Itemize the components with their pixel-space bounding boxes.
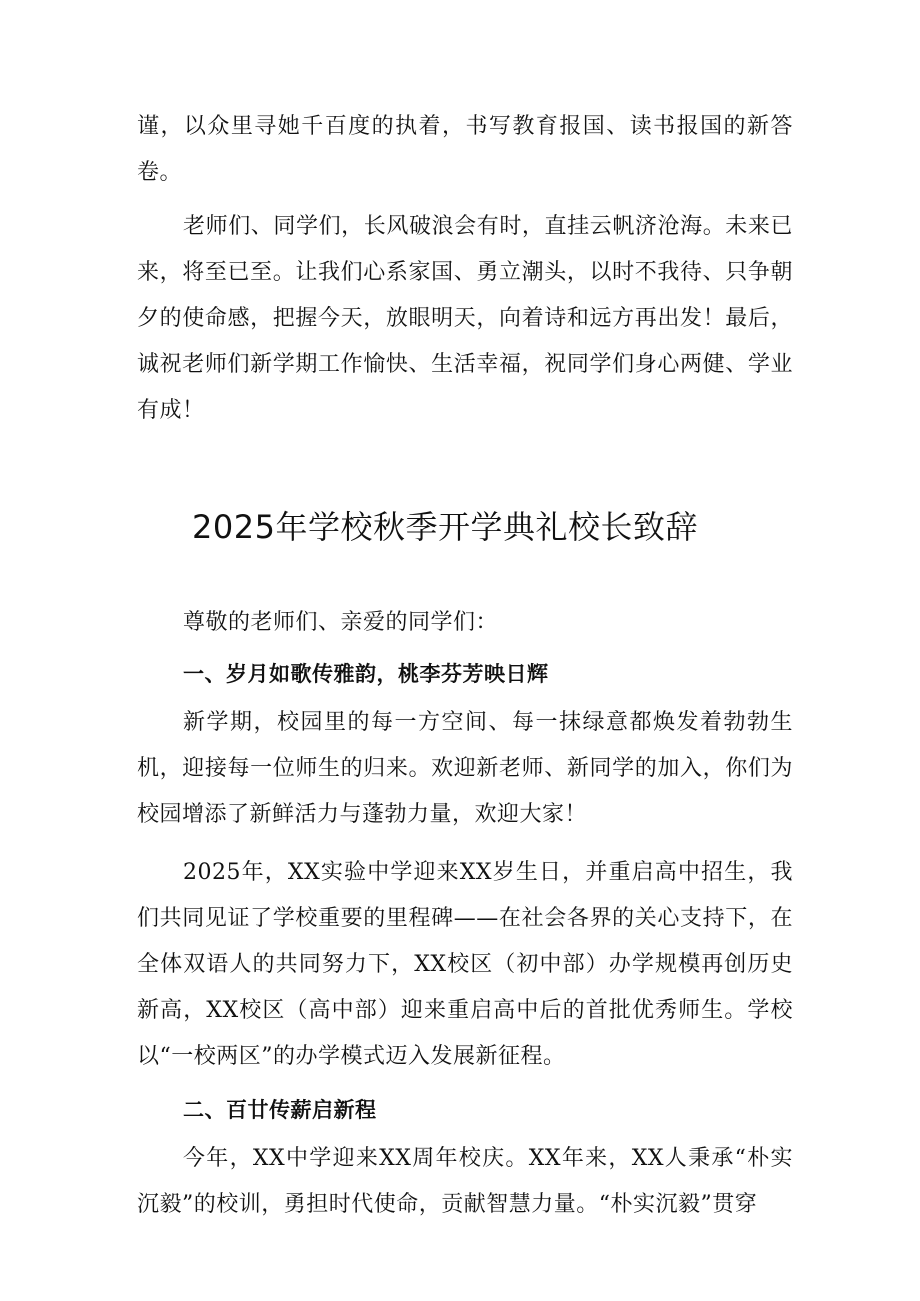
document-body	[137, 104, 793, 1228]
paragraph-closing: 老师们、同学们，长风破浪会有时，直挂云帆济沧海。未来已来，将至已至。让我们心系家国、勇立潮头，以时不我待、只争朝夕的使命感，把握今天，放眼明天，向着诗和远方再出发！最后，诚祝老师们新学期工作愉快、生活幸福，祝同学们身心两健、学业有成！	[137, 214, 793, 423]
paragraph-section-1b: 2025年，XX实验中学迎来XX岁生日，并重启高中招生，我们共同见证了学校重要的里程碑——在社会各界的关心支持下，在全体双语人的共同努力下，XX校区（初中部）办学规模再创历史新高，XX校区（高中部）迎来重启高中后的首批优秀师生。学校以“一校两区”的办学模式迈入发展新征程。	[137, 860, 793, 1069]
paragraph-section-2a: 今年，XX中学迎来XX周年校庆。XX年来，XX人秉承“朴实沉毅”的校训，勇担时代使命，贡献智慧力量。“朴实沉毅”贯穿	[137, 1146, 793, 1217]
salutation: 尊敬的老师们、亲爱的同学们：	[183, 610, 499, 635]
section-heading-2: 二、百廿传薪启新程	[183, 1098, 377, 1122]
section-heading-1: 一、岁月如歌传雅韵，桃李芬芳映日辉	[183, 662, 549, 686]
paragraph-continued: 谨，以众里寻她千百度的执着，书写教育报国、读书报国的新答卷。	[137, 114, 793, 185]
paragraph-section-1a: 新学期，校园里的每一方空间、每一抹绿意都焕发着勃勃生机，迎接每一位师生的归来。欢迎新老师、新同学的加入，你们为校园增添了新鲜活力与蓬勃力量，欢迎大家！	[137, 710, 793, 827]
document-title: 2025年学校秋季开学典礼校长致辞	[192, 508, 698, 546]
